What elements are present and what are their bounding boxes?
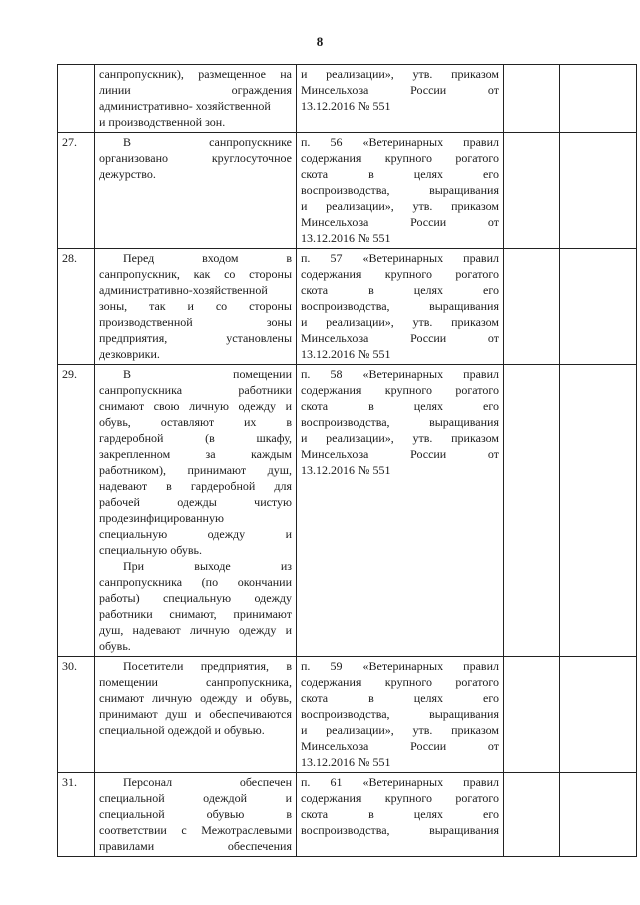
requirement-line: административно- хозяйственной	[99, 99, 271, 113]
requirement-line: линии ограждения	[99, 83, 292, 97]
requirement-line: душ, надевают личную одежду и	[99, 623, 292, 637]
requirement-line: Посетители предприятия, в	[123, 659, 292, 673]
reference-line: скота в целях его	[301, 691, 499, 705]
empty-cell-yes	[504, 365, 560, 657]
table-row	[58, 773, 637, 857]
requirement-line: Перед входом в	[123, 251, 292, 265]
page-number: 8	[316, 34, 324, 49]
reference-line: 13.12.2016 № 551	[301, 347, 391, 361]
empty-cell-yes	[504, 133, 560, 249]
requirement-line: Персонал обеспечен	[123, 775, 292, 789]
row-number	[58, 65, 95, 133]
reference-line: содержания крупного рогатого	[301, 267, 499, 281]
empty-cell-no	[560, 65, 637, 133]
reference-line: воспроизводства, выращивания	[301, 183, 499, 197]
empty-cell-yes	[504, 65, 560, 133]
reference-line: Минсельхоза России от	[301, 739, 499, 753]
empty-cell-no	[560, 657, 637, 773]
reference-line: содержания крупного рогатого	[301, 791, 499, 805]
reference-cell	[297, 249, 504, 365]
row-number: 30.	[58, 657, 95, 773]
reference-line: воспроизводства, выращивания	[301, 823, 499, 837]
requirement-line: соответствии с Межотраслевыми	[99, 823, 292, 837]
requirement-line: работы) специальную одежду	[99, 591, 292, 605]
requirement-line: В санпропускнике	[123, 135, 292, 149]
reference-line: 13.12.2016 № 551	[301, 463, 391, 477]
reference-line: и реализации», утв. приказом	[301, 723, 499, 737]
empty-cell-no	[560, 365, 637, 657]
requirement-line: дежурство.	[99, 167, 156, 181]
table-row	[58, 657, 637, 773]
reference-line: скота в целях его	[301, 283, 499, 297]
requirement-line: снимают свою личную одежду и	[99, 399, 292, 413]
requirement-line: организовано круглосуточное	[99, 151, 292, 165]
requirement-line: специальной одеждой и обувью.	[99, 723, 265, 737]
reference-line: и реализации», утв. приказом	[301, 431, 499, 445]
requirements-table	[57, 64, 637, 857]
requirement-line: гардеробной (в шкафу,	[99, 431, 292, 445]
reference-line: содержания крупного рогатого	[301, 151, 499, 165]
reference-line: Минсельхоза России от	[301, 331, 499, 345]
table-body	[58, 65, 637, 857]
empty-cell-yes	[504, 773, 560, 857]
requirement-cell	[95, 657, 297, 773]
reference-line: скота в целях его	[301, 807, 499, 821]
reference-line: содержания крупного рогатого	[301, 675, 499, 689]
requirement-line: помещении санпропускника,	[99, 675, 292, 689]
requirement-line: обувь, оставляют их в	[99, 415, 292, 429]
table-row	[58, 65, 637, 133]
requirement-line: и производственной зон.	[99, 115, 226, 129]
reference-line: п. 58 «Ветеринарных правил	[301, 367, 499, 381]
requirement-line: зоны, так и со стороны	[99, 299, 292, 313]
requirement-line: санпропускник, как со стороны	[99, 267, 292, 281]
requirement-cell	[95, 249, 297, 365]
row-number: 28.	[58, 249, 95, 365]
requirement-line: обувь.	[99, 639, 131, 653]
table-row	[58, 365, 637, 657]
reference-line: скота в целях его	[301, 167, 499, 181]
reference-line: и реализации», утв. приказом	[301, 67, 499, 81]
requirement-line: предприятия, установлены	[99, 331, 292, 345]
reference-cell	[297, 133, 504, 249]
reference-line: Минсельхоза России от	[301, 447, 499, 461]
reference-cell	[297, 773, 504, 857]
reference-cell	[297, 365, 504, 657]
table-row	[58, 133, 637, 249]
requirement-line: работники снимают, принимают	[99, 607, 292, 621]
reference-line: 13.12.2016 № 551	[301, 231, 391, 245]
reference-line: воспроизводства, выращивания	[301, 707, 499, 721]
empty-cell-no	[560, 133, 637, 249]
empty-cell-yes	[504, 657, 560, 773]
reference-line: скота в целях его	[301, 399, 499, 413]
reference-line: воспроизводства, выращивания	[301, 299, 499, 313]
requirement-line: В помещении	[123, 367, 292, 381]
row-number: 29.	[58, 365, 95, 657]
requirement-line: санпропускника работники	[99, 383, 292, 397]
requirement-cell	[95, 133, 297, 249]
requirement-line: снимают личную одежду и обувь,	[99, 691, 292, 705]
row-number: 31.	[58, 773, 95, 857]
reference-line: и реализации», утв. приказом	[301, 315, 499, 329]
requirement-line: специальную обувь.	[99, 543, 202, 557]
requirement-cell	[95, 773, 297, 857]
reference-cell	[297, 657, 504, 773]
reference-line: 13.12.2016 № 551	[301, 99, 391, 113]
row-number: 27.	[58, 133, 95, 249]
requirement-line: административно-хозяйственной	[99, 283, 268, 297]
requirement-cell	[95, 365, 297, 657]
requirement-line: санпропускник), размещенное на	[99, 67, 292, 81]
requirement-cell	[95, 65, 297, 133]
reference-line: п. 59 «Ветеринарных правил	[301, 659, 499, 673]
requirement-line: производственной зоны	[99, 315, 292, 329]
reference-line: содержания крупного рогатого	[301, 383, 499, 397]
requirement-line: правилами обеспечения	[99, 839, 292, 853]
reference-line: п. 57 «Ветеринарных правил	[301, 251, 499, 265]
reference-line: Минсельхоза России от	[301, 215, 499, 229]
empty-cell-yes	[504, 249, 560, 365]
requirement-line: специальную одежду и	[99, 527, 292, 541]
reference-line: 13.12.2016 № 551	[301, 755, 391, 769]
requirement-line: надевают в гардеробной для	[99, 479, 292, 493]
reference-line: Минсельхоза России от	[301, 83, 499, 97]
reference-line: воспроизводства, выращивания	[301, 415, 499, 429]
reference-line: и реализации», утв. приказом	[301, 199, 499, 213]
requirement-line: санпропускника (по окончании	[99, 575, 292, 589]
reference-line: п. 56 «Ветеринарных правил	[301, 135, 499, 149]
requirement-line: закрепленном за каждым	[99, 447, 292, 461]
requirement-line: дезковрики.	[99, 347, 160, 361]
empty-cell-no	[560, 249, 637, 365]
table-row	[58, 249, 637, 365]
requirement-line: продезинфицированную	[99, 511, 224, 525]
reference-line: п. 61 «Ветеринарных правил	[301, 775, 499, 789]
requirement-line: рабочей одежды чистую	[99, 495, 292, 509]
requirement-line: работником), принимают душ,	[99, 463, 292, 477]
empty-cell-no	[560, 773, 637, 857]
requirement-line: При выходе из	[123, 559, 292, 573]
requirement-line: специальной одеждой и	[99, 791, 292, 805]
requirement-line: принимают душ и обеспечиваются	[99, 707, 292, 721]
requirement-line: специальной обувью в	[99, 807, 292, 821]
reference-cell	[297, 65, 504, 133]
